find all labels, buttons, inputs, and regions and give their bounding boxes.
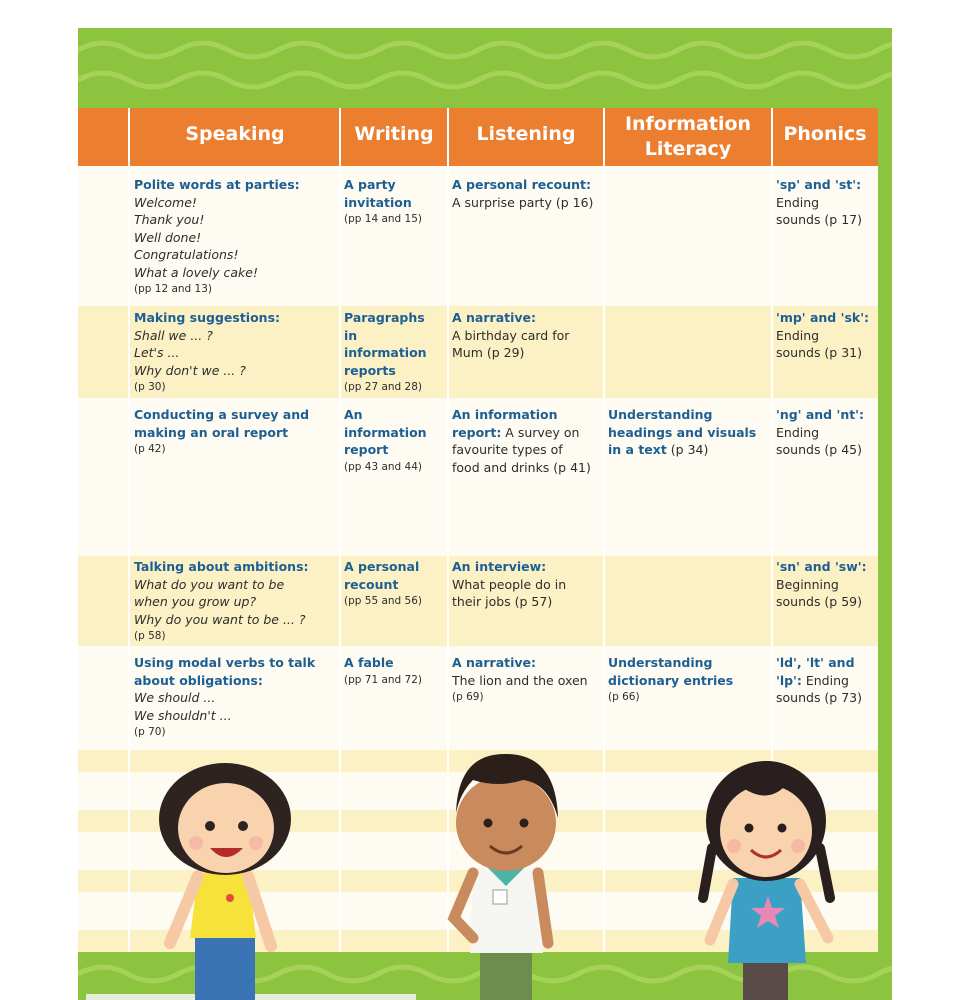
cell-phonics-row2: 'mp' and 'sk': Ending sounds (p 31) xyxy=(776,310,870,360)
cell-speaking-row2: Making suggestions: Shall we ... ? Let's ... Why don't we ... ? (p 30) xyxy=(134,310,281,393)
cell-speaking-row1: Polite words at parties: Welcome! Thank you! Well done! Congratulations! What a lovely cake! (pp 12 and 13) xyxy=(134,177,300,295)
header-writing: Writing xyxy=(354,122,434,145)
cell-phonics-row4: 'sn' and 'sw': Beginning sounds (p 59) xyxy=(776,559,867,609)
textbook-page xyxy=(78,28,892,1000)
cell-speaking-row4: Talking about ambitions: What do you want to be when you grow up? Why do you want to be ... ? (p 58) xyxy=(134,559,309,642)
header-phonics: Phonics xyxy=(783,122,867,145)
header-information-literacy: Information Literacy xyxy=(624,113,752,160)
cell-info-row3: Understanding headings and visuals in a text (p 34) xyxy=(608,407,757,457)
children-illustration xyxy=(78,28,892,1000)
cell-writing-row3: An information report (pp 43 and 44) xyxy=(344,407,427,473)
cell-writing-row2: Paragraphs in information reports (pp 27 and 28) xyxy=(344,310,427,393)
cell-info-row5: Understanding dictionary entries (p 66) xyxy=(608,655,734,703)
boy-polo-shirt-illustration xyxy=(454,754,558,1000)
cell-phonics-row3: 'ng' and 'nt': Ending sounds (p 45) xyxy=(776,407,865,457)
cell-writing-row5: A fable (pp 71 and 72) xyxy=(344,655,423,686)
cell-writing-row1: A party invitation (pp 14 and 15) xyxy=(344,177,423,225)
cell-speaking-row3: Conducting a survey and making an oral report (p 42) xyxy=(134,407,310,455)
cell-phonics-row5: 'ld', 'lt' and 'lp': Ending sounds (p 73) xyxy=(776,655,862,705)
girl-blue-shirt-illustration xyxy=(703,761,830,1000)
cell-speaking-row5: Using modal verbs to talk about obligations: We should ... We shouldn't ... (p 70) xyxy=(134,655,316,738)
cell-phonics-row1: 'sp' and 'st': Ending sounds (p 17) xyxy=(776,177,862,227)
girl-yellow-shirt-illustration xyxy=(159,763,291,1000)
cell-listening-row1: A personal recount: A surprise party (p 16) xyxy=(452,177,594,210)
cell-listening-row3: An information report: A survey on favourite types of food and drinks (p 41) xyxy=(452,407,591,475)
header-speaking: Speaking xyxy=(185,122,285,145)
header-listening: Listening xyxy=(476,122,576,145)
cell-listening-row4: An interview: What people do in their jobs (p 57) xyxy=(452,559,567,609)
cell-writing-row4: A personal recount (pp 55 and 56) xyxy=(344,559,423,607)
cell-listening-row5: A narrative: The lion and the oxen (p 69) xyxy=(452,655,588,703)
cell-listening-row2: A narrative: A birthday card for Mum (p 29) xyxy=(452,310,570,360)
